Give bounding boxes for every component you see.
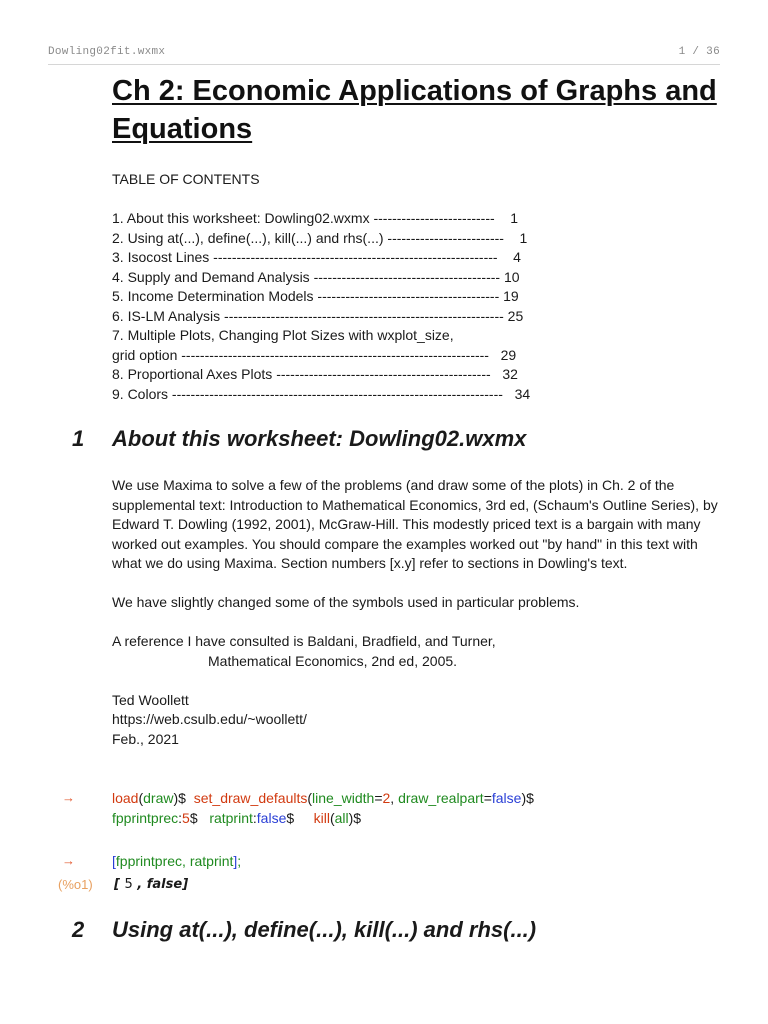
section-number: 1 [72,426,85,451]
toc-entry: 1. About this worksheet: Dowling02.wxmx -------------------------- 1 [112,210,519,226]
toc-entry: 4. Supply and Demand Analysis ---------------------------------------- 10 [112,268,520,285]
code-token: draw_realpart [398,790,484,806]
code-token: false [491,790,522,806]
output-number: 5 [124,877,133,892]
author-date: Feb., 2021 [112,730,179,747]
output-label: (%o1) [58,877,93,892]
reference-line: Mathematical Economics, 2nd ed, 2005. [208,652,458,669]
section-number: 2 [72,917,85,942]
input-cell[interactable] [0,788,768,828]
toc-entry: 6. IS-LM Analysis ------------------------------------------------------------ 25 [112,307,524,324]
output-boolean: false [146,877,183,892]
paragraph: We have slightly changed some of the symbols used in particular problems. [112,594,580,610]
code-token: ratprint [209,810,253,826]
reference-line: A reference I have consulted is Baldani, Bradfield, and Turner, [112,633,496,649]
code-token: kill [313,810,330,826]
code-token: draw [143,790,174,806]
code-line[interactable]: fpprintprec:5$ ratprint:false$ kill(all)$ [112,810,362,826]
author-name: Ted Woollett [112,691,189,708]
output-cell [0,875,768,895]
code-line[interactable]: [fpprintprec, ratprint]; [112,853,242,869]
section-heading [0,913,768,947]
toc-entry: 5. Income Determination Models --------------------------------------- 19 [112,288,519,304]
toc-entry: 9. Colors ----------------------------------------------------------------------- 34 [112,385,531,402]
toc-entry: 7. Multiple Plots, Changing Plot Sizes with wxplot_size, [112,327,454,343]
code-token: line_width [312,790,375,806]
toc-entry: 3. Isocost Lines ------------------------------------------------------------- 4 [112,249,521,265]
code-token: false [256,810,287,826]
code-token: 2 [382,790,391,806]
code-token: all [334,810,349,826]
header-divider [48,64,720,65]
file-name: Dowling02fit.wxmx [48,46,166,58]
section-title: Using at(...), define(...), kill(...) and rhs(...) [112,917,537,942]
page-number: 1 / 36 [678,46,720,58]
output-value: [ 5 , false] [114,877,189,892]
table-of-contents [112,170,732,404]
paragraph: We use Maxima to solve a few of the problems (and draw some of the plots) in Ch. 2 of the supplemental text: Introduction to Mathematical Economics, 3rd ed, (Schaum's Outline Series), by Edward T. Dowling (1992, 2001), McGraw-Hill. This modestly priced text is a bargain with many worked out examples. You should compare the examples worked out "by hand" in this text with what we do using Maxima. Section numbers [x.y] refer to sections in Dowling's text. [112,477,718,571]
code-line[interactable]: load(draw)$ set_draw_defaults(line_width=2, draw_realpart=false)$ [112,790,534,806]
code-token: fpprintprec, ratprint [115,853,234,869]
input-cell[interactable] [0,851,768,871]
code-token: fpprintprec [112,810,179,826]
cell-prompt-arrow-icon[interactable]: → [62,790,75,805]
toc-entry: 2. Using at(...), define(...), kill(...) and rhs(...) ------------------------- 1 [112,229,528,246]
section-title: About this worksheet: Dowling02.wxmx [112,426,527,451]
section-heading [0,422,768,456]
code-token: 5 [182,810,190,826]
toc-heading: TABLE OF CONTENTS [112,171,260,187]
cell-prompt-arrow-icon[interactable]: → [62,853,75,868]
toc-entry: grid option ------------------------------------------------------------------ 29 [112,346,517,363]
toc-entry: 8. Proportional Axes Plots ---------------------------------------------- 32 [112,366,518,382]
document-title: Ch 2: Economic Applications of Graphs and Equations [112,75,717,145]
code-token: load [112,790,139,806]
author-url: https://web.csulb.edu/~woollett/ [112,711,307,727]
code-token: set_draw_defaults [193,790,308,806]
page-header [48,46,720,62]
section-body [112,476,724,749]
